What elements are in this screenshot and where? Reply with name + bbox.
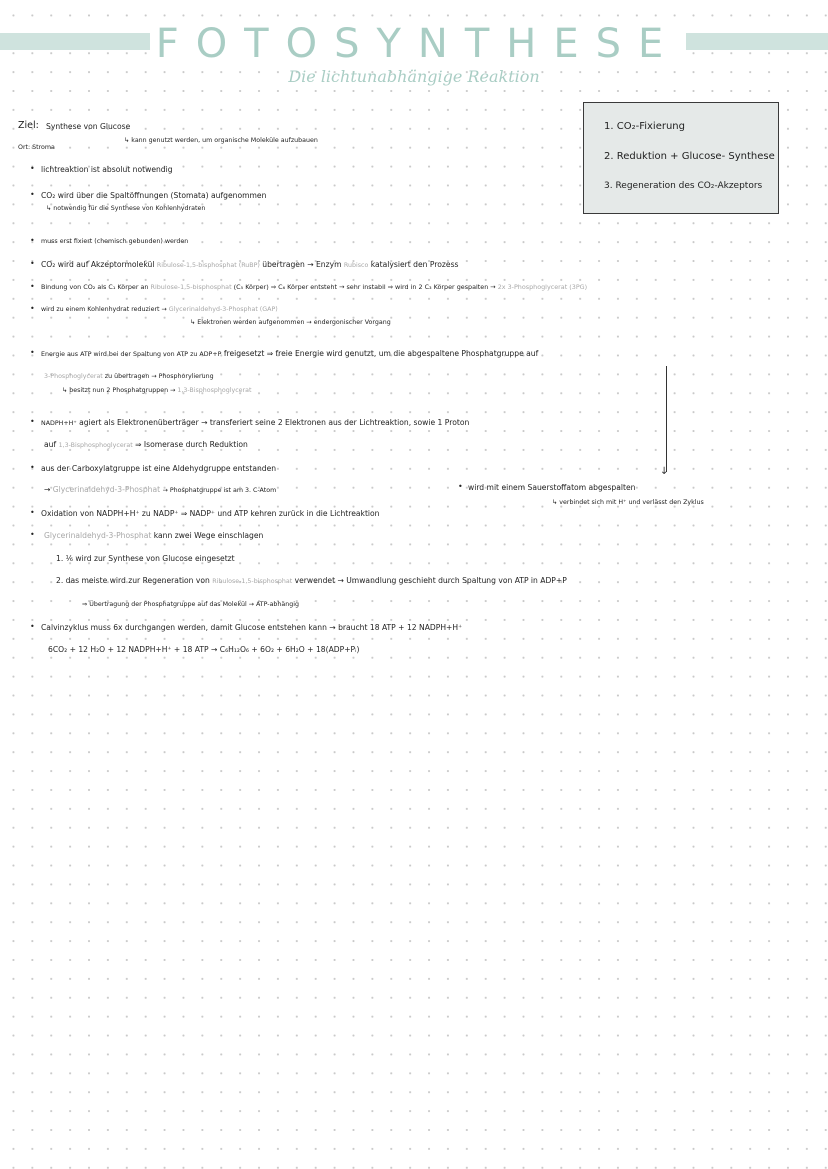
ort: Ort: Stroma — [18, 144, 55, 151]
line-18-b: braucht 18 ATP + 12 NADPH+H⁺ — [338, 623, 463, 632]
line-4-c: katalysiert den Prozess — [370, 260, 459, 269]
line-5-b: (C₅ Körper) ⇒ C₆ Körper entsteht → sehr instabil ⇒ wird in 2 C₃ Körper gespalten → — [233, 283, 496, 291]
line-8-sub-term: 1,3-Bisphosphoglycerat — [177, 387, 252, 394]
line-10-b: ⇒ Isomerase durch Reduktion — [135, 440, 248, 449]
line-6-term: Glycerinaldehyd-3-Phosphat (GAP) — [168, 306, 278, 313]
ziel-sub: ↳ kann genutzt werden, um organische Moleküle aufzubauen — [124, 137, 318, 144]
bullet-icon: • — [30, 164, 35, 173]
line-16-b: verwendet → Umwandlung geschieht durch Spaltung von ATP in ADP+P — [294, 576, 567, 585]
line-10-a: auf — [44, 440, 57, 449]
line-14-b: kann zwei Wege einschlagen — [153, 531, 264, 540]
bullet-icon: • — [30, 282, 35, 291]
step-2: 2. Reduktion + Glucose- Synthese — [604, 151, 775, 162]
line-6-sub: ↳ Elektronen werden aufgenommen → endergonischer Vorgang — [190, 319, 391, 326]
bullet-icon: • — [30, 508, 35, 517]
line-7-b: freigesetzt ⇒ freie Energie wird genutzt, um die abgespaltene Phosphatgruppe auf — [223, 349, 539, 358]
line-18-a: Calvinzyklus muss 6x durchgangen werden, damit Glucose entstehen kann → — [41, 623, 336, 632]
line-5 — [41, 282, 587, 293]
line-16-a: 2. das meiste wird zur Regeneration von — [56, 576, 210, 585]
bullet-icon: • — [458, 482, 463, 491]
page-title: FOTOSYNTHESE — [0, 20, 828, 68]
arrow-down-line — [666, 366, 667, 472]
ziel-label: Ziel: — [18, 120, 39, 131]
bullet-icon: • — [30, 190, 35, 199]
bullet-icon: • — [30, 348, 35, 357]
line-8-term: 3-Phosphoglycerat — [44, 373, 103, 380]
line-12-term: Glycerinaldehyd-3-Phosphat — [52, 485, 161, 494]
bullet-icon: • — [30, 304, 35, 313]
step-3: 3. Regeneration des CO₂-Akzeptors — [604, 181, 763, 191]
line-18 — [41, 622, 462, 633]
line-8-sub — [62, 385, 251, 396]
line-1: lichtreaktion ist absolut notwendig — [41, 165, 173, 174]
line-16 — [56, 575, 567, 587]
line-10 — [44, 439, 248, 451]
line-12-a: → — [44, 485, 51, 494]
bullet-icon: • — [30, 530, 35, 539]
line-5-term: Ribulose-1,5-bisphosphat — [150, 283, 232, 291]
steps-box — [583, 102, 779, 214]
line-14 — [44, 530, 263, 541]
line-12-b: → Phosphatgruppe ist am 3. C-Atom — [162, 487, 277, 494]
line-8-a: zu übertragen → Phosphorylierung — [104, 373, 214, 380]
line-6 — [41, 304, 278, 315]
line-4-term: Ribulose-1,5-bisphosphat (RuBP) — [156, 262, 260, 269]
line-7 — [41, 348, 538, 360]
line-5-a: Bindung von CO₂ als C₁ Körper an — [41, 283, 149, 291]
bullet-icon: • — [30, 417, 35, 426]
line-10-term: 1,3-Bisphosphoglycerat — [58, 442, 133, 449]
line-9-b: agiert als Elektronenüberträger → transferiert seine 2 Elektronen aus der Lichtreaktion, sowie 1 Proton — [79, 418, 470, 427]
arrow-down-icon: ↓ — [660, 466, 669, 477]
step-1: 1. CO₂-Fixierung — [604, 121, 685, 132]
line-16-term: Ribulose-1,5-bisphosphat — [212, 578, 293, 585]
line-9-a: NADPH+H⁺ — [41, 420, 77, 427]
bullet-icon: • — [30, 259, 35, 268]
bullet-icon: • — [30, 236, 35, 245]
line-2: CO₂ wird über die Spaltöffnungen (Stomata) aufgenommen — [41, 191, 267, 200]
line-4-b: übertragen → Enzym — [262, 260, 342, 269]
line-2-sub: ↳ notwendig für die Synthese von Kohlenhydraten — [46, 205, 206, 212]
ziel-text: Synthese von Glucose — [46, 122, 131, 131]
line-8 — [44, 371, 214, 382]
side-note-2: ↳ verbindet sich mit H⁺ und verlässt den Zyklus — [552, 499, 704, 506]
line-14-term: Glycerinaldehyd-3-Phosphat — [44, 531, 152, 540]
bullet-icon: • — [30, 622, 35, 631]
line-17: ⇒ Übertragung der Phosphatgruppe auf das Molekül → ATP-abhängig — [82, 601, 300, 608]
line-4-enzyme: Rubisco — [343, 262, 369, 269]
bullet-icon: • — [30, 463, 35, 472]
line-15: 1. ⅙ wird zur Synthese von Glucose eingesetzt — [56, 554, 235, 563]
line-3: muss erst fixiert (chemisch gebunden) werden — [41, 238, 189, 245]
line-5-product: 2x 3-Phosphoglycerat (3PG) — [497, 283, 588, 291]
line-7-a: Energie aus ATP wird bei der Spaltung von ATP zu ADP+P — [41, 351, 222, 358]
line-4-a: CO₂ wird auf Akzeptormolekül — [41, 260, 155, 269]
line-11: aus der Carboxylatgruppe ist eine Aldehydgruppe entstanden — [41, 464, 277, 473]
line-12 — [44, 484, 276, 496]
line-13: Oxidation von NADPH+H⁺ zu NADP⁺ ⇒ NADP⁺ und ATP kehren zurück in die Lichtreaktion — [41, 509, 380, 518]
line-4 — [41, 259, 459, 271]
equation: 6CO₂ + 12 H₂O + 12 NADPH+H⁺ + 18 ATP → C₆H₁₂O₆ + 6O₂ + 6H₂O + 18(ADP+Pᵢ) — [48, 645, 360, 654]
line-6-a: wird zu einem Kohlenhydrat reduziert → — [41, 306, 167, 313]
line-9 — [41, 417, 469, 429]
page-subtitle: Die lichtunabhängige Reaktion — [288, 67, 540, 86]
side-note-1: wird mit einem Sauerstoffatom abgespalten — [468, 483, 636, 492]
line-8-sub-a: ↳ besitzt nun 2 Phosphatgruppen → — [62, 387, 176, 394]
